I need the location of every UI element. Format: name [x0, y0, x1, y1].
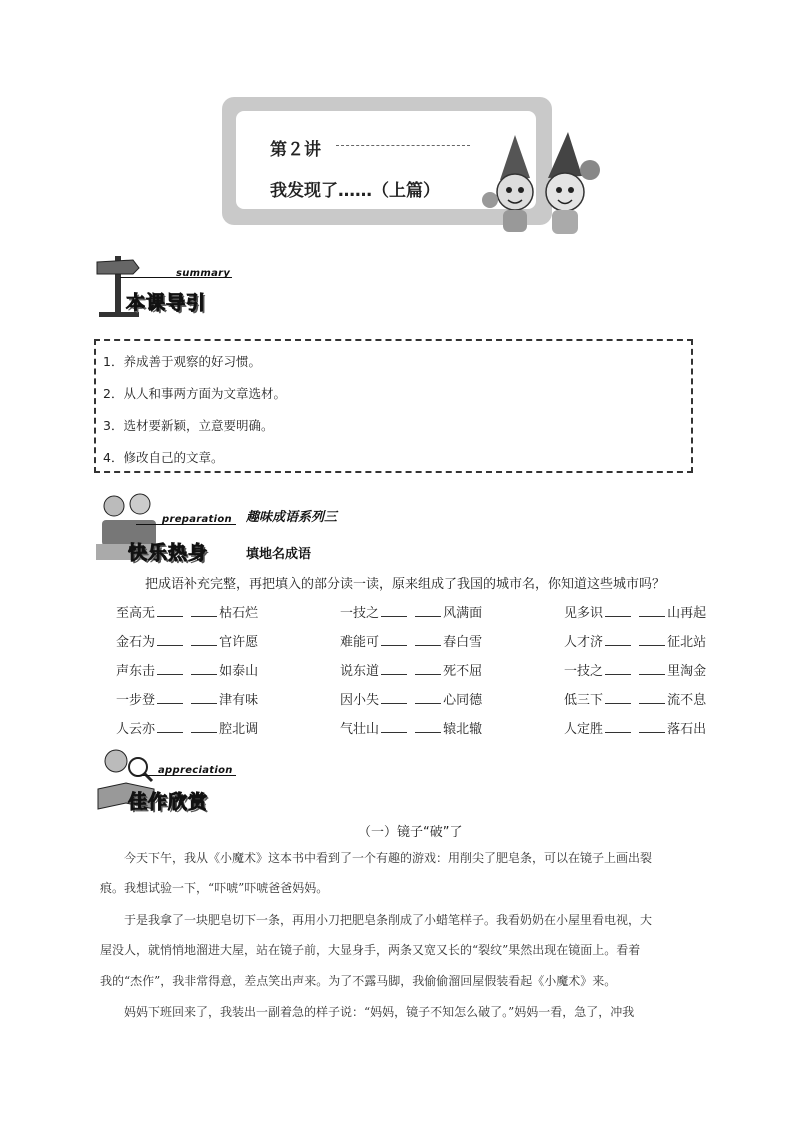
mascot-illustration — [470, 130, 610, 240]
idiom-blank[interactable] — [639, 605, 665, 617]
idiom-item: 一技之 里淘金 — [564, 664, 707, 679]
essay-line: 屋没人，就悄悄地溜进大屋，站在镜子前，大显身手，两条又宽又长的“裂纹”果然出现在镜面上。看着 — [100, 943, 641, 957]
idiom-blank[interactable] — [191, 634, 217, 646]
idiom-blank[interactable] — [157, 663, 183, 675]
appreciation-en-label: appreciation — [158, 765, 233, 776]
summary-en-label: summary — [176, 268, 231, 279]
idiom-blank[interactable] — [639, 634, 665, 646]
idiom-blank[interactable] — [157, 721, 183, 733]
idiom-blank[interactable] — [415, 634, 441, 646]
essay-line: 痕。我想试验一下，“吓唬”吓唬爸爸妈妈。 — [100, 881, 329, 895]
essay-line: 我的“杰作”，我非常得意，差点笑出声来。为了不露马脚，我偷偷溜回屋假装看起《小魔术》来。 — [100, 974, 617, 988]
idiom-blank[interactable] — [381, 634, 407, 646]
idiom-blank[interactable] — [639, 721, 665, 733]
idiom-blank[interactable] — [605, 663, 631, 675]
idiom-blank[interactable] — [381, 663, 407, 675]
idiom-item: 人云亦 腔北调 — [116, 722, 259, 737]
idiom-blank[interactable] — [191, 692, 217, 704]
idiom-item: 人才济 征北站 — [564, 635, 707, 650]
idiom-blank[interactable] — [157, 634, 183, 646]
idiom-item: 一步登 津有味 — [116, 693, 259, 708]
idiom-blank[interactable] — [191, 605, 217, 617]
essay-line: 妈妈下班回来了，我装出一副着急的样子说：“妈妈，镜子不知怎么破了。”妈妈一看，急了，冲我 — [124, 1005, 635, 1019]
idiom-blank[interactable] — [639, 663, 665, 675]
idiom-blank[interactable] — [415, 721, 441, 733]
appreciation-rule — [136, 775, 236, 776]
summary-item: 2．从人和事两方面为文章选材。 — [103, 386, 286, 401]
preparation-title: 快乐热身 — [128, 542, 209, 564]
summary-rule — [120, 277, 232, 278]
idiom-blank[interactable] — [639, 692, 665, 704]
idiom-item: 因小失 心同德 — [340, 693, 483, 708]
essay-line: 于是我拿了一块肥皂切下一条，再用小刀把肥皂条削成了小蜡笔样子。我看奶奶在小屋里看电视，大 — [124, 913, 653, 927]
essay-line: 今天下午，我从《小魔术》这本书中看到了一个有趣的游戏：用削尖了肥皂条，可以在镜子上画出裂 — [124, 851, 653, 865]
idiom-item: 声东击 如泰山 — [116, 664, 259, 679]
idiom-blank[interactable] — [157, 692, 183, 704]
idiom-blank[interactable] — [191, 663, 217, 675]
idiom-blank[interactable] — [381, 605, 407, 617]
idiom-blank[interactable] — [381, 692, 407, 704]
essay-title: （一）镜子“破”了 — [358, 825, 463, 840]
title-divider — [336, 145, 470, 146]
idiom-blank[interactable] — [415, 605, 441, 617]
lesson-number: 第２讲 — [270, 140, 321, 160]
summary-item: 3．选材要新颖，立意要明确。 — [103, 418, 274, 433]
idiom-blank[interactable] — [191, 721, 217, 733]
preparation-en-label: preparation — [162, 514, 232, 525]
idiom-item: 见多识 山再起 — [564, 606, 707, 621]
appreciation-title: 佳作欣赏 — [128, 791, 209, 813]
preparation-rule — [136, 524, 236, 525]
idiom-item: 低三下 流不息 — [564, 693, 707, 708]
series-label: 趣味成语系列三 — [246, 510, 338, 525]
idiom-item: 至高无 枯石烂 — [116, 606, 259, 621]
idiom-item: 气壮山 辕北辙 — [340, 722, 483, 737]
idiom-blank[interactable] — [605, 634, 631, 646]
idiom-item: 人定胜 落石出 — [564, 722, 707, 737]
idiom-item: 难能可 春白雪 — [340, 635, 483, 650]
idiom-item: 一技之 风满面 — [340, 606, 483, 621]
idiom-blank[interactable] — [605, 605, 631, 617]
summary-title: 本课导引 — [126, 292, 207, 314]
idiom-blank[interactable] — [381, 721, 407, 733]
idiom-blank[interactable] — [605, 721, 631, 733]
lesson-title: 我发现了……（上篇） — [270, 181, 440, 201]
idiom-blank[interactable] — [157, 605, 183, 617]
idiom-blank[interactable] — [605, 692, 631, 704]
preparation-subtitle: 填地名成语 — [246, 547, 312, 562]
idiom-item: 说东道 死不屈 — [340, 664, 483, 679]
idiom-blank[interactable] — [415, 663, 441, 675]
summary-item: 1．养成善于观察的好习惯。 — [103, 354, 261, 369]
idiom-item: 金石为 官许愿 — [116, 635, 259, 650]
idiom-blank[interactable] — [415, 692, 441, 704]
summary-item: 4．修改自己的文章。 — [103, 450, 224, 465]
instruction-text: 把成语补充完整，再把填入的部分读一读，原来组成了我国的城市名，你知道这些城市吗？ — [145, 577, 666, 592]
